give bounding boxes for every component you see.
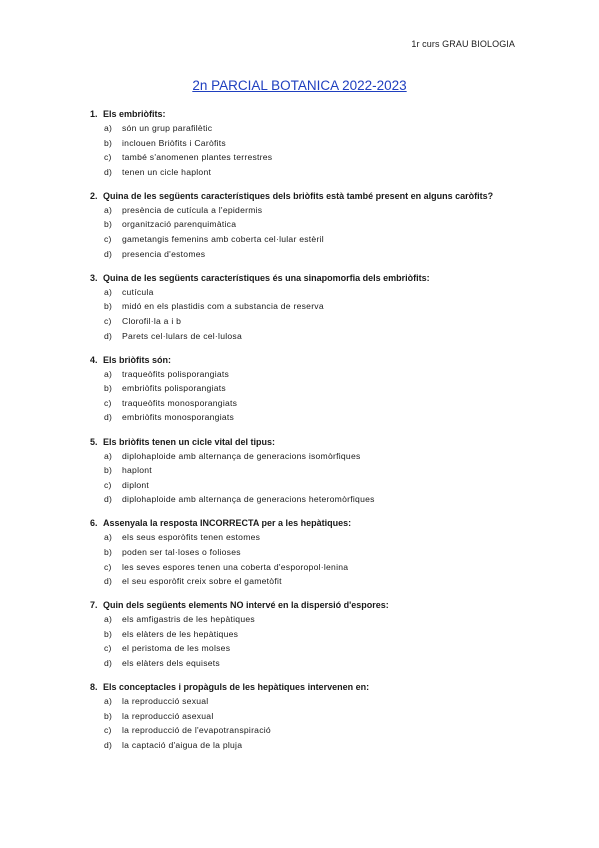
answer-options bbox=[104, 694, 520, 752]
course-label: 1r curs GRAU BIOLOGIA bbox=[411, 39, 515, 49]
option-letter: a) bbox=[104, 696, 113, 707]
answer-option bbox=[104, 285, 520, 300]
option-text: diplohaploide amb alternança de generacions heteromòrfiques bbox=[122, 494, 375, 505]
answer-option bbox=[104, 150, 520, 165]
question-stem bbox=[90, 189, 520, 203]
question-item bbox=[90, 435, 520, 507]
option-letter: b) bbox=[104, 710, 113, 721]
option-text: gametangis femenins amb coberta cel·lular estèril bbox=[122, 234, 324, 245]
option-text: les seves espores tenen una coberta d'esporopol·lenina bbox=[122, 561, 349, 572]
option-text: els seus esporòfits tenen estomes bbox=[122, 532, 261, 543]
option-letter: b) bbox=[104, 301, 113, 312]
answer-option bbox=[104, 203, 520, 218]
option-letter: c) bbox=[104, 479, 112, 490]
option-letter: c) bbox=[104, 561, 112, 572]
question-text: Quin dels següents elements NO intervé en la dispersió d'espores: bbox=[103, 600, 389, 611]
answer-option bbox=[104, 299, 520, 314]
option-text: el seu esporòfit creix sobre el gametòfit bbox=[122, 576, 282, 587]
option-text: la reproducció asexual bbox=[122, 710, 214, 721]
option-text: la reproducció sexual bbox=[122, 696, 209, 707]
question-item bbox=[90, 680, 520, 752]
option-text: els amfigastris de les hepàtiques bbox=[122, 614, 255, 625]
option-letter: b) bbox=[104, 383, 113, 394]
option-text: també s'anomenen plantes terrestres bbox=[122, 152, 273, 163]
option-text: embriòfits polisporangiats bbox=[122, 383, 226, 394]
option-letter: a) bbox=[104, 123, 113, 133]
question-item bbox=[90, 353, 520, 425]
question-text: Quina de les següents característiques és una sinapomorfia dels embriòfits: bbox=[103, 272, 430, 283]
question-list bbox=[90, 107, 520, 762]
answer-option bbox=[104, 545, 520, 560]
option-letter: c) bbox=[104, 152, 112, 163]
option-text: presencia d'estomes bbox=[122, 248, 206, 259]
option-text: traqueòfits monosporangiats bbox=[122, 397, 238, 408]
answer-options bbox=[104, 612, 520, 670]
answer-options bbox=[104, 285, 520, 343]
option-text: tenen un cicle haplont bbox=[122, 166, 212, 177]
answer-option bbox=[104, 232, 520, 247]
option-letter: a) bbox=[104, 286, 113, 297]
option-letter: d) bbox=[104, 658, 113, 669]
option-letter: d) bbox=[104, 494, 113, 505]
option-text: els elàters de les hepàtiques bbox=[122, 628, 239, 639]
answer-option bbox=[104, 165, 520, 180]
option-letter: d) bbox=[104, 412, 113, 423]
answer-option bbox=[104, 574, 520, 589]
option-letter: b) bbox=[104, 465, 113, 476]
option-text: embriòfits monosporangiats bbox=[122, 412, 235, 423]
option-letter: a) bbox=[104, 532, 113, 543]
answer-option bbox=[104, 449, 520, 464]
question-number: 7. bbox=[90, 600, 98, 611]
option-text: Parets cel·lulars de cel·lulosa bbox=[122, 330, 242, 341]
option-letter: c) bbox=[104, 643, 112, 654]
question-item bbox=[90, 516, 520, 588]
answer-option bbox=[104, 723, 520, 738]
answer-options bbox=[104, 530, 520, 588]
answer-option bbox=[104, 478, 520, 493]
option-text: organització parenquimàtica bbox=[122, 219, 237, 230]
answer-option bbox=[104, 217, 520, 232]
answer-option bbox=[104, 694, 520, 709]
question-text: Quina de les següents característiques dels briòfits està també present en alguns caròfits? bbox=[103, 190, 494, 201]
question-item bbox=[90, 107, 520, 179]
option-letter: c) bbox=[104, 234, 112, 245]
option-text: midó en els plastidis com a substancia de reserva bbox=[122, 301, 324, 312]
answer-option bbox=[104, 381, 520, 396]
option-text: haplont bbox=[122, 465, 152, 476]
question-stem bbox=[90, 353, 520, 367]
exam-title: 2n PARCIAL BOTANICA 2022-2023 bbox=[192, 78, 407, 93]
question-text: Assenyala la resposta INCORRECTA per a les hepàtiques: bbox=[103, 518, 352, 529]
answer-option bbox=[104, 492, 520, 507]
question-stem bbox=[90, 271, 520, 285]
option-letter: a) bbox=[104, 614, 113, 625]
option-letter: d) bbox=[104, 166, 113, 177]
option-text: presència de cutícula a l'epidermis bbox=[122, 204, 263, 215]
question-text: Els embriòfits: bbox=[103, 109, 166, 119]
option-letter: a) bbox=[104, 368, 113, 379]
question-stem bbox=[90, 516, 520, 530]
answer-option bbox=[104, 121, 520, 136]
option-letter: b) bbox=[104, 628, 113, 639]
answer-option bbox=[104, 329, 520, 344]
option-text: els elàters dels equisets bbox=[122, 658, 220, 669]
option-text: traqueòfits polisporangiats bbox=[122, 368, 230, 379]
answer-options bbox=[104, 367, 520, 425]
answer-options bbox=[104, 203, 520, 261]
answer-option bbox=[104, 463, 520, 478]
answer-option bbox=[104, 738, 520, 753]
option-letter: a) bbox=[104, 450, 113, 461]
answer-options bbox=[104, 449, 520, 507]
option-letter: b) bbox=[104, 546, 113, 557]
option-letter: b) bbox=[104, 219, 113, 230]
question-text: Els briòfits tenen un cicle vital del tipus: bbox=[103, 436, 276, 447]
answer-option bbox=[104, 709, 520, 724]
answer-option bbox=[104, 560, 520, 575]
question-text: Els conceptacles i propàguls de les hepàtiques intervenen en: bbox=[103, 682, 370, 693]
option-text: inclouen Briòfits i Caròfits bbox=[122, 137, 226, 148]
question-number: 8. bbox=[90, 682, 98, 693]
question-stem bbox=[90, 680, 520, 694]
option-letter: d) bbox=[104, 330, 113, 341]
option-letter: d) bbox=[104, 576, 113, 587]
option-text: la captació d'aigua de la pluja bbox=[122, 739, 243, 750]
option-letter: d) bbox=[104, 739, 113, 750]
answer-option bbox=[104, 396, 520, 411]
option-text: diplont bbox=[122, 479, 150, 490]
question-stem bbox=[90, 598, 520, 612]
option-text: cutícula bbox=[122, 286, 154, 297]
question-number: 3. bbox=[90, 272, 98, 283]
question-text: Els briòfits són: bbox=[103, 354, 172, 365]
option-letter: c) bbox=[104, 397, 112, 408]
answer-option bbox=[104, 627, 520, 642]
answer-option bbox=[104, 530, 520, 545]
question-number: 2. bbox=[90, 190, 98, 201]
option-letter: a) bbox=[104, 204, 113, 215]
option-letter: b) bbox=[104, 137, 113, 148]
question-item bbox=[90, 598, 520, 670]
answer-option bbox=[104, 136, 520, 151]
option-text: el peristoma de les molses bbox=[122, 643, 231, 654]
answer-option bbox=[104, 612, 520, 627]
answer-option bbox=[104, 247, 520, 262]
question-number: 6. bbox=[90, 518, 98, 529]
answer-options bbox=[104, 121, 520, 179]
option-text: són un grup parafilètic bbox=[122, 123, 213, 133]
question-item bbox=[90, 189, 520, 261]
question-number: 5. bbox=[90, 436, 98, 447]
question-stem bbox=[90, 107, 520, 121]
option-text: poden ser tal·loses o folioses bbox=[122, 546, 241, 557]
option-letter: d) bbox=[104, 248, 113, 259]
answer-option bbox=[104, 656, 520, 671]
answer-option bbox=[104, 314, 520, 329]
question-number: 4. bbox=[90, 354, 98, 365]
answer-option bbox=[104, 367, 520, 382]
question-stem bbox=[90, 435, 520, 449]
answer-option bbox=[104, 410, 520, 425]
option-text: Clorofil·la a i b bbox=[122, 315, 182, 326]
answer-option bbox=[104, 641, 520, 656]
question-item bbox=[90, 271, 520, 343]
question-number: 1. bbox=[90, 109, 98, 119]
option-letter: c) bbox=[104, 315, 112, 326]
option-text: la reproducció de l'evapotranspiració bbox=[122, 725, 271, 736]
option-text: diplohaploide amb alternança de generacions isomòrfiques bbox=[122, 450, 361, 461]
option-letter: c) bbox=[104, 725, 112, 736]
